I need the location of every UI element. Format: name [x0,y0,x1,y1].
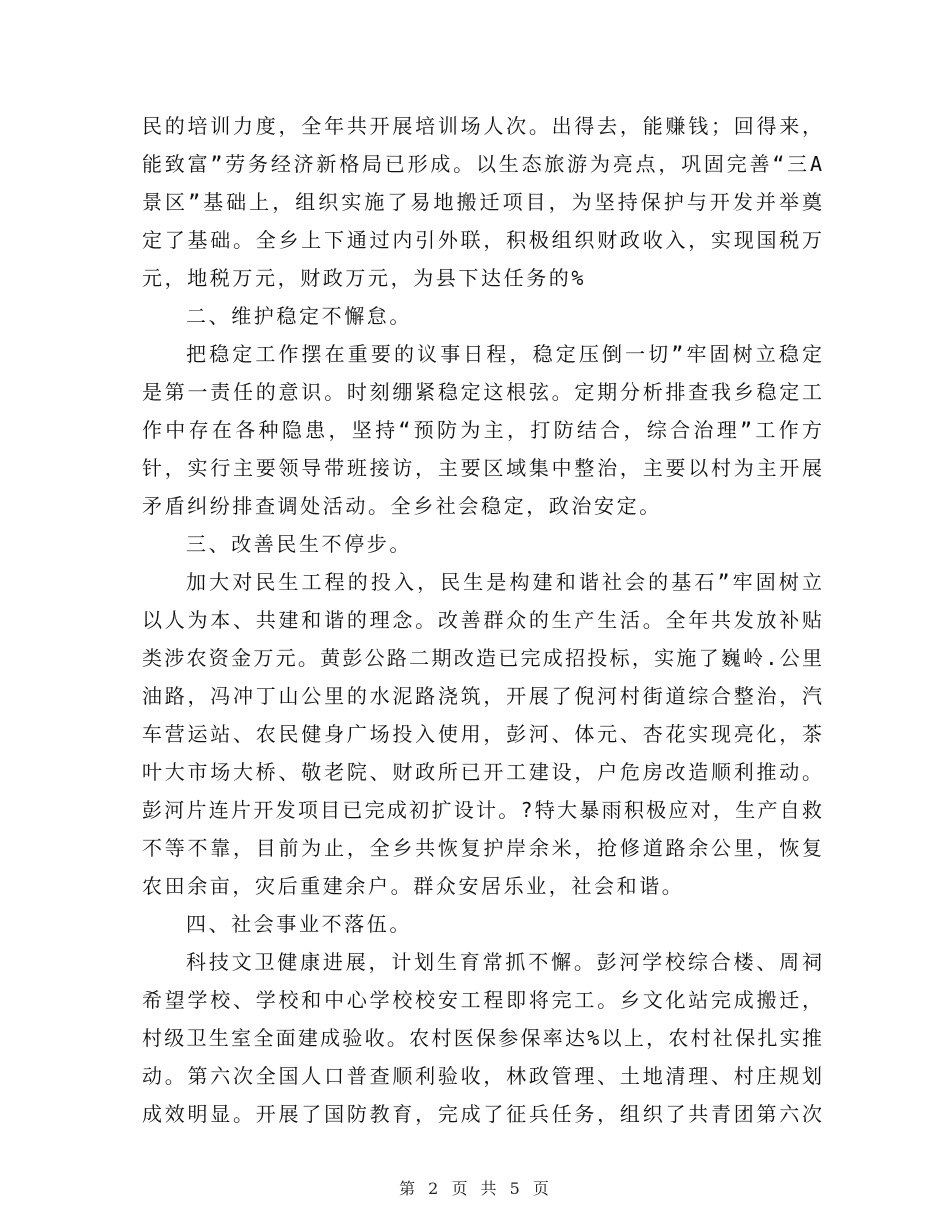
text-line: 彭河片连片开发项目已完成初扩设计。?特大暴雨积极应对，生产自救 [142,798,822,822]
text-line: 希望学校、学校和中心学校校安工程即将完工。乡文化站完成搬迁， [142,988,822,1012]
text-line: 动。第六次全国人口普查顺利验收，林政管理、土地清理、村庄规划 [142,1064,822,1088]
text-line: 科技文卫健康进展，计划生育常抓不懈。彭河学校综合楼、周祠 [186,950,822,974]
section-heading: 四、社会事业不落伍。 [186,912,412,936]
text-line: 叶大市场大桥、敬老院、财政所已开工建设，户危房改造顺利推动。 [142,760,822,784]
text-line: 针，实行主要领导带班接访，主要区域集中整治，主要以村为主开展 [142,456,822,480]
text-line: 不等不靠，目前为止，全乡共恢复护岸余米，抢修道路余公里，恢复 [142,836,822,860]
text-line: 作中存在各种隐患，坚持“预防为主，打防结合，综合治理”工作方 [142,418,822,442]
text-line: 农田余亩，灾后重建余户。群众安居乐业，社会和谐。 [142,874,685,898]
text-line: 元，地税万元，财政万元，为县下达任务的% [142,266,587,290]
text-line: 民的培训力度，全年共开展培训场人次。出得去，能赚钱；回得来， [142,114,822,138]
text-line: 矛盾纠纷排查调处活动。全乡社会稳定，政治安定。 [142,494,662,518]
text-line: 成效明显。开展了国防教育，完成了征兵任务，组织了共青团第六次 [142,1102,822,1126]
text-line: 车营运站、农民健身广场投入使用，彭河、体元、杏花实现亮化，茶 [142,722,822,746]
text-line: 类涉农资金万元。黄彭公路二期改造已完成招投标，实施了巍岭.公里 [142,646,822,670]
text-line: 景区”基础上，组织实施了易地搬迁项目，为坚持保护与开发并举奠 [142,190,822,214]
text-line: 是第一责任的意识。时刻绷紧稳定这根弦。定期分析排查我乡稳定工 [142,380,822,404]
text-line: 定了基础。全乡上下通过内引外联，积极组织财政收入，实现国税万 [142,228,822,252]
text-line: 村级卫生室全面建成验收。农村医保参保率达%以上，农村社保扎实推 [142,1026,822,1050]
section-heading: 三、改善民生不停步。 [186,532,412,556]
text-line: 能致富”劳务经济新格局已形成。以生态旅游为亮点，巩固完善“三A [142,152,822,176]
text-line: 把稳定工作摆在重要的议事日程，稳定压倒一切”牢固树立稳定 [186,342,822,366]
page-number: 第 2 页 共 5 页 [399,1179,551,1198]
text-line: 加大对民生工程的投入，民生是构建和谐社会的基石”牢固树立 [186,570,822,594]
text-line: 油路，冯冲丁山公里的水泥路浇筑，开展了倪河村街道综合整治，汽 [142,684,822,708]
text-line: 以人为本、共建和谐的理念。改善群众的生产生活。全年共发放补贴 [142,608,822,632]
section-heading: 二、维护稳定不懈怠。 [186,304,412,328]
